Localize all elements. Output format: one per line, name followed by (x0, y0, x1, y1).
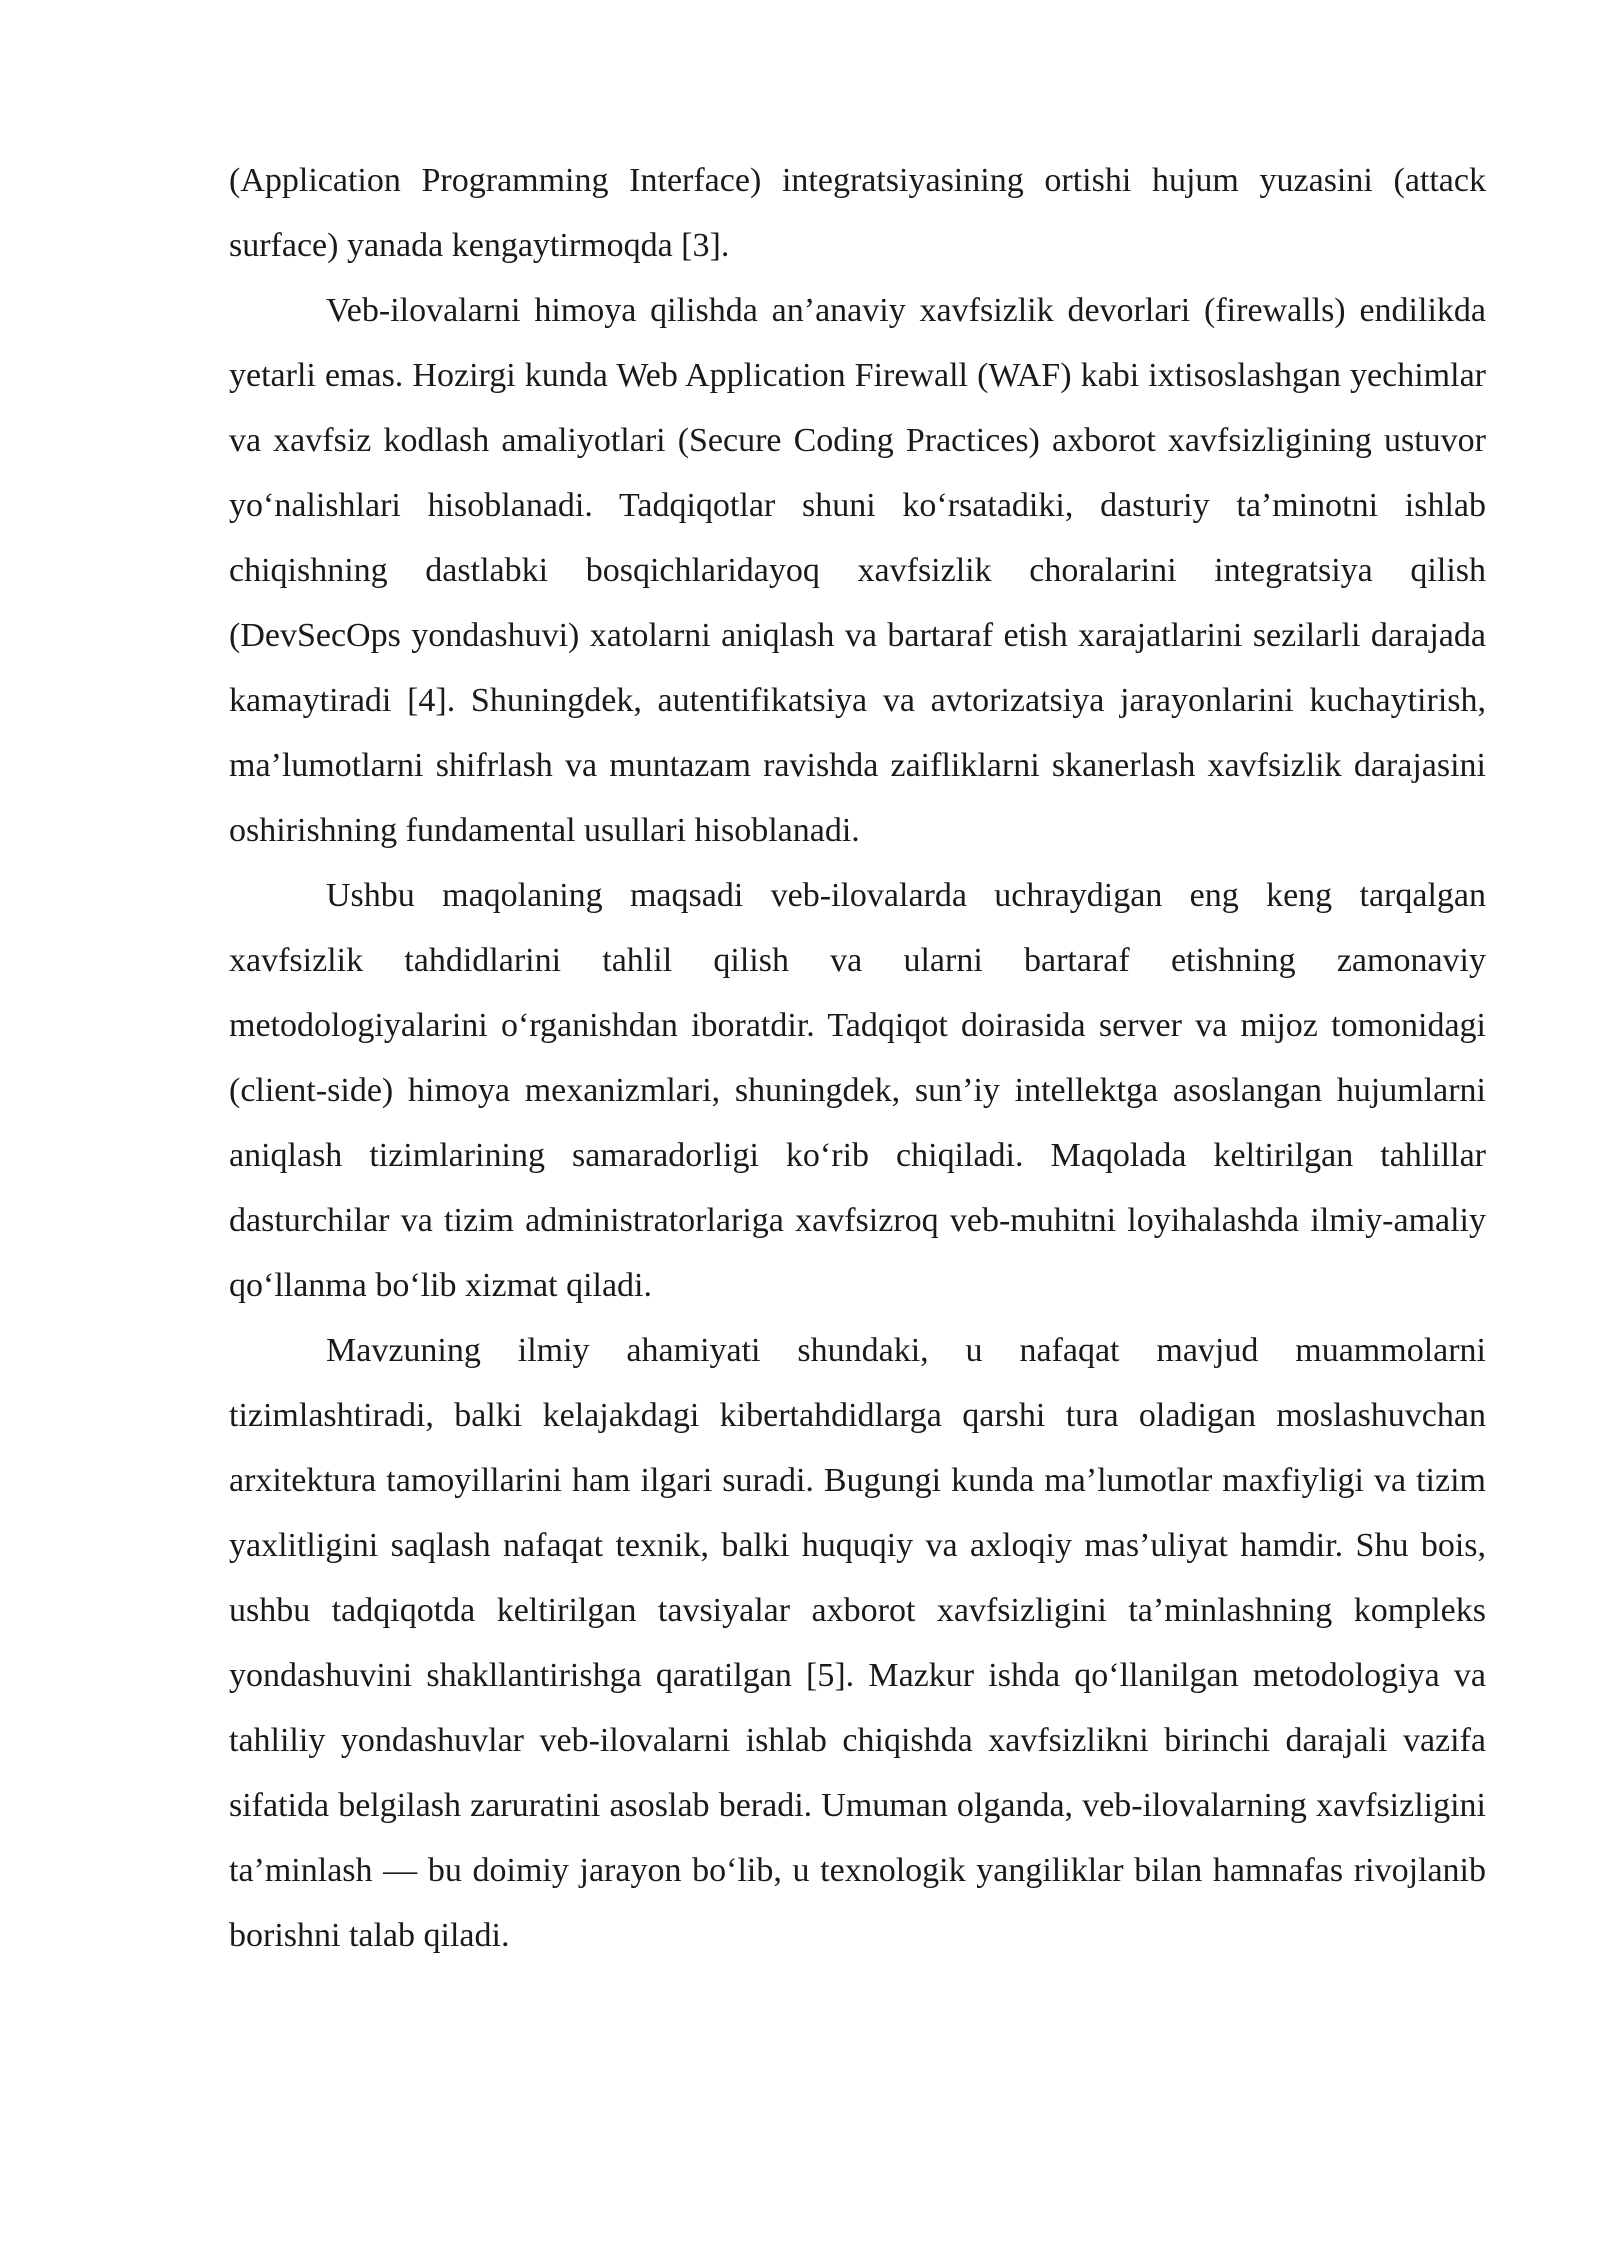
body-text (229, 148, 1486, 1968)
paragraph-firewalls: Veb-ilovalarni himoya qilishda an’anaviy xavfsizlik devorlari (firewalls) endilikda yetarli emas. Hozirgi kunda Web Application Firewall (WAF) kabi ixtisoslashgan yechimlar va xavfsiz kodlash amaliyotlari (Secure Coding Practices) axborot xavfsizligining ustuvor yo‘nalishlari hisoblanadi. Tadqiqotlar shuni ko‘rsatadiki, dasturiy ta’minotni ishlab chiqishning dastlabki bosqichlaridayoq xavfsizlik choralarini integratsiya qilish (DevSecOps yondashuvi) xatolarni aniqlash va bartaraf etish xarajatlarini sezilarli darajada kamaytiradi [4]. Shuningdek, autentifikatsiya va avtorizatsiya jarayonlarini kuchaytirish, ma’lumotlarni shifrlash va muntazam ravishda zaifliklarni skanerlash xavfsizlik darajasini oshirishning fundamental usullari hisoblanadi. (229, 292, 1486, 849)
paragraph-article-purpose: Ushbu maqolaning maqsadi veb-ilovalarda uchraydigan eng keng tarqalgan xavfsizlik tahdidlarini tahlil qilish va ularni bartaraf etishning zamonaviy metodologiyalarini o‘rganishdan iboratdir. Tadqiqot doirasida server va mijoz tomonidagi (client-side) himoya mexanizmlari, shuningdek, sun’iy intellektga asoslangan hujumlarni aniqlash tizimlarining samaradorligi ko‘rib chiqiladi. Maqolada keltirilgan tahlillar dasturchilar va tizim administratorlariga xavfsizroq veb-muhitni loyihalashda ilmiy-amaliy qo‘llanma bo‘lib xizmat qiladi. (229, 877, 1486, 1304)
paragraph-continuation: (Application Programming Interface) integratsiyasining ortishi hujum yuzasini (attack surface) yanada kengaytirmoqda [3]. (229, 162, 1486, 264)
paragraph-scientific-significance: Mavzuning ilmiy ahamiyati shundaki, u nafaqat mavjud muammolarni tizimlashtiradi, balki kelajakdagi kibertahdidlarga qarshi tura oladigan moslashuvchan arxitektura tamoyillarini ham ilgari suradi. Bugungi kunda ma’lumotlar maxfiyligi va tizim yaxlitligini saqlash nafaqat texnik, balki huquqiy va axloqiy mas’uliyat hamdir. Shu bois, ushbu tadqiqotda keltirilgan tavsiyalar axborot xavfsizligini ta’minlashning kompleks yondashuvini shakllantirishga qaratilgan [5]. Mazkur ishda qo‘llanilgan metodologiya va tahliliy yondashuvlar veb-ilovalarni ishlab chiqishda xavfsizlikni birinchi darajali vazifa sifatida belgilash zaruratini asoslab beradi. Umuman olganda, veb-ilovalarning xavfsizligini ta’minlash — bu doimiy jarayon bo‘lib, u texnologik yangiliklar bilan hamnafas rivojlanib borishni talab qiladi. (229, 1332, 1486, 1954)
